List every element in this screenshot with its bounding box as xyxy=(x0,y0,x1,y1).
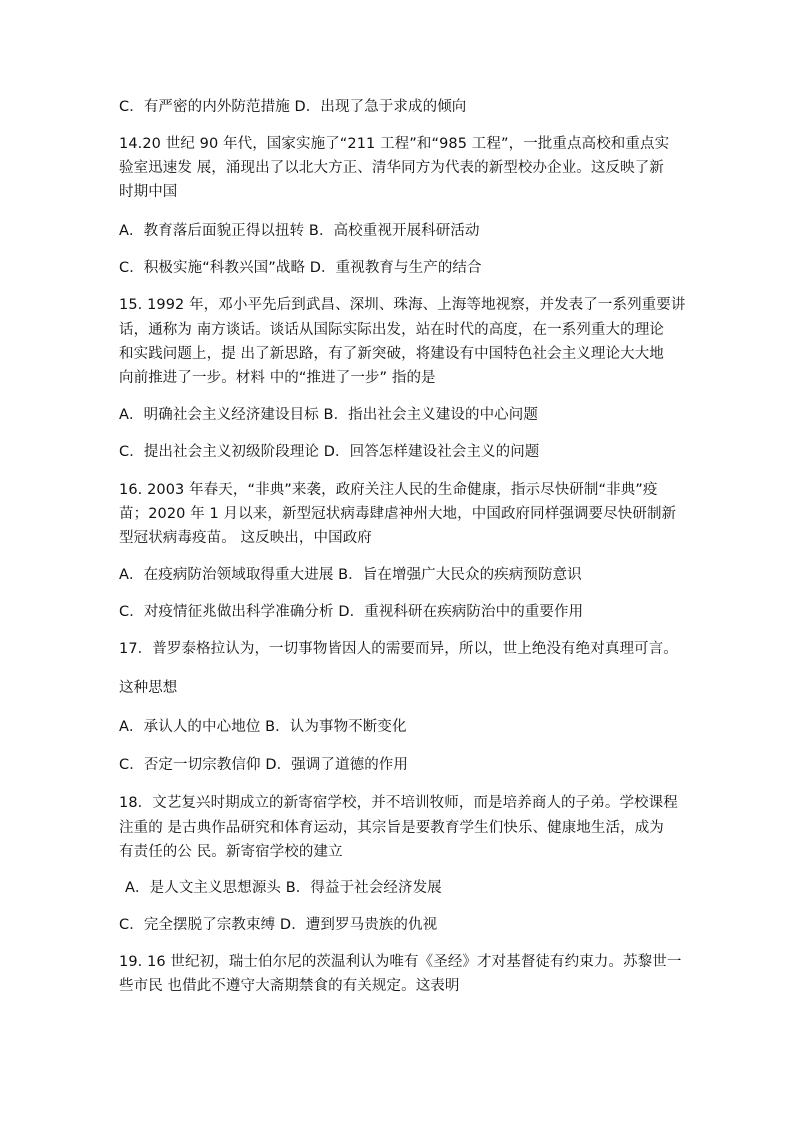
q18-options-ab: A．是人文主义思想源头 B．得益于社会经济发展 xyxy=(125,880,442,896)
q17-options-ab: A．承认人的中心地位 B．认为事物不断变化 xyxy=(119,719,407,735)
q16-options-cd: C．对疫情征兆做出科学准确分析 D．重视科研在疾病防治中的重要作用 xyxy=(119,604,584,620)
q15-stem-line-1: 15. 1992 年，邓小平先后到武昌、深圳、珠海、上海等地视察，并发表了一系列重要讲 xyxy=(119,297,686,313)
q18-stem-line-2: 注重的 是古典作品研究和体育运动，其宗旨是要教育学生们快乐、健康地生活，成为 xyxy=(119,820,664,836)
q14-stem-line-3: 时期中国 xyxy=(119,184,178,200)
q16-options-ab: A．在疫病防治领域取得重大进展 B．旨在增强广大民众的疾病预防意识 xyxy=(119,567,582,583)
q15-options-ab: A．明确社会主义经济建设目标 B．指出社会主义建设的中心问题 xyxy=(119,407,538,423)
q15-options-cd: C．提出社会主义初级阶段理论 D．回答怎样建设社会主义的问题 xyxy=(119,444,540,460)
q18-stem-line-1: 18．文艺复兴时期成立的新寄宿学校，并不培训牧师，而是培养商人的子弟。学校课程 xyxy=(119,795,678,811)
q17-stem-line-2: 这种思想 xyxy=(119,680,178,696)
q15-stem-line-2: 话，通称为 南方谈话。谈话从国际实际出发，站在时代的高度，在一系列重大的理论 xyxy=(119,322,664,338)
q17-stem-line-1: 17．普罗泰格拉认为，一切事物皆因人的需要而异，所以，世上绝没有绝对真理可言。 xyxy=(119,641,678,657)
q19-stem-line-2: 些市民 也借此不遵守大斋期禁食的有关规定。这表明 xyxy=(119,978,460,994)
q16-stem-line-1: 16. 2003 年春天，“非典”来袭，政府关注人民的生命健康，指示尽快研制“非典”疫 xyxy=(119,482,658,498)
q19-stem-line-1: 19. 16 世纪初，瑞士伯尔尼的茨温利认为唯有《圣经》才对基督徒有约束力。苏黎世一 xyxy=(119,954,682,970)
q18-options-cd: C．完全摆脱了宗教束缚 D．遭到罗马贵族的仇视 xyxy=(119,917,438,933)
q15-stem-line-4: 向前推进了一步。材料 中的“推进了一步” 指的是 xyxy=(119,370,436,386)
q16-stem-line-2: 苗；2020 年 1 月以来，新型冠状病毒肆虐神州大地，中国政府同样强调要尽快研制新 xyxy=(119,506,677,522)
q13-options-cd: C．有严密的内外防范措施 D．出现了急于求成的倾向 xyxy=(119,99,467,115)
q18-stem-line-3: 有责任的公 民。新寄宿学校的建立 xyxy=(119,844,343,860)
q14-stem-line-2: 验室迅速发 展，涌现出了以北大方正、清华同方为代表的新型校办企业。这反映了新 xyxy=(119,160,664,176)
q14-options-ab: A．教育落后面貌正得以扭转 B．高校重视开展科研活动 xyxy=(119,223,480,239)
q15-stem-line-3: 和实践问题上，提 出了新思路，有了新突破，将建设有中国特色社会主义理论大大地 xyxy=(119,346,664,362)
q14-stem-line-1: 14.20 世纪 90 年代，国家实施了“211 工程”和“985 工程”，一批重点高校和重点实 xyxy=(119,136,670,152)
q14-options-cd: C．积极实施“科教兴国”战略 D．重视教育与生产的结合 xyxy=(119,260,482,276)
q17-options-cd: C．否定一切宗教信仰 D．强调了道德的作用 xyxy=(119,757,408,773)
q16-stem-line-3: 型冠状病毒疫苗。 这反映出，中国政府 xyxy=(119,530,372,546)
